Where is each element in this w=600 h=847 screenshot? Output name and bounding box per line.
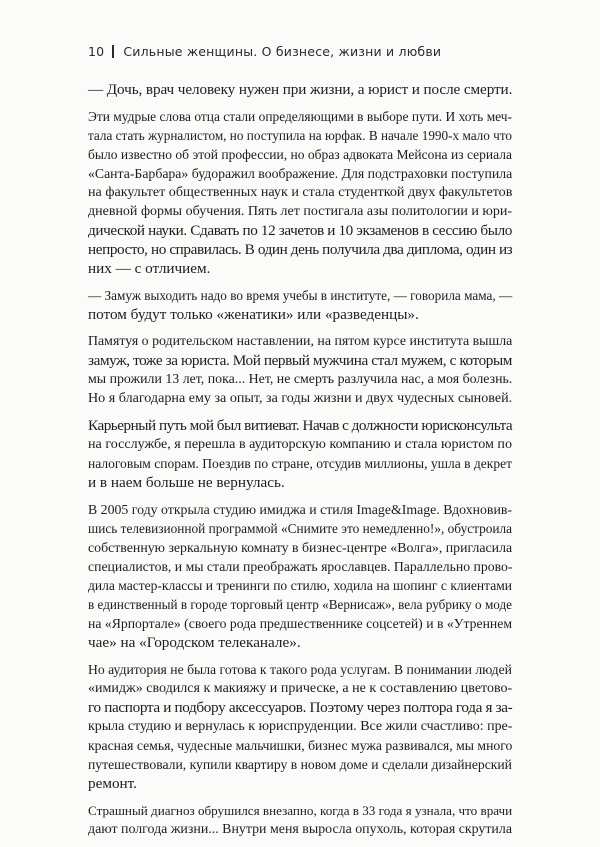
text-line: чае» на «Городском телеканале».: [88, 634, 301, 651]
text-line: налоговым спорам. Поездив по стране, отсудив миллионы, ушла в декрет: [88, 456, 513, 471]
text-line: В 2005 году открыла студию имиджа и стиля Image&Image. Вдохновив-: [88, 502, 512, 517]
text-line: на госслужбе, я перешла в аудиторскую компанию и стала юристом по: [88, 436, 512, 452]
text-line: и в наем больше не вернулась.: [88, 474, 285, 491]
text-line: собственную зеркальную комнату в бизнес-центре «Волга», пригласила: [88, 540, 513, 555]
text-line: замуж, тоже за юриста. Мой первый мужчина стал мужем, с которым: [88, 352, 512, 369]
text-line: Эти мудрые слова отца стали определяющими в выборе пути. И хоть меч-: [88, 109, 512, 124]
text-line: «имидж» сводился к макияжу и прическе, а не к составлению цветово-: [88, 680, 513, 696]
text-line: в единственный в городе торговый центр «Вернисаж», вела рубрику о моде: [88, 597, 512, 612]
text-line: Страшный диагноз обрушился внезапно, когда в 33 года я узнала, что врачи: [88, 803, 513, 818]
text-line: ремонт.: [88, 775, 137, 792]
paragraph: [88, 416, 512, 492]
text-line: дневной формы обучения. Пять лет постигала азы политологии и юри-: [88, 204, 512, 219]
text-line: потом будут только «женатики» или «разведенцы».: [88, 306, 419, 323]
text-line: непросто, но справилась. В один день получила два диплома, один из: [88, 241, 513, 258]
text-line: дают полгода жизни... Внутри меня выросла опухоль, которая скрутила: [88, 822, 512, 837]
running-head: [88, 44, 441, 59]
text-line: Памятуя о родительском наставлении, на пятом курсе института вышла: [88, 334, 513, 349]
body-text: [88, 80, 512, 847]
book-title: Сильные женщины. О бизнесе, жизни и любви: [123, 44, 442, 59]
text-line: на «Ярпортале» (своего рода предшественнике соцсетей) и в «Утреннем: [88, 616, 512, 631]
text-line: крыла студию и вернулась к юриспруденции. Все жили счастливо: пре-: [88, 719, 513, 734]
text-line: на факультет общественных наук и стала студенткой двух факультетов: [88, 184, 513, 200]
text-line: мы прожили 13 лет, пока... Нет, не смерть разлучила нас, а моя болезнь.: [88, 372, 513, 387]
text-line: было известно об этой профессии, но образ адвоката Мейсона из сериала: [88, 147, 512, 162]
text-line: красная семья, чудесные мальчишки, бизнес мужа развивался, мы много: [88, 738, 513, 753]
paragraph: [88, 801, 512, 839]
page-number: 10: [88, 44, 105, 59]
paragraph: [88, 660, 512, 793]
header-separator: [112, 45, 114, 58]
paragraph: [88, 80, 512, 99]
text-line: них — с отличием.: [88, 260, 211, 277]
text-line: Карьерный путь мой был витиеват. Начав с должности юрисконсульта: [88, 417, 513, 434]
text-line: шись телевизионной программой «Снимите это немедленно!», обустроила: [88, 521, 513, 536]
text-line: «Санта-Барбара» будоражил воображение. Для подстраховки поступила: [88, 166, 513, 181]
text-line: тала стать журналистом, но поступила на юрфак. В начале 1990-х мало что: [88, 128, 512, 143]
paragraph: [88, 500, 512, 652]
text-line: специалистов, и мы стали преображать ярославцев. Параллельно прово-: [88, 559, 513, 574]
text-line: путешествовали, купили квартиру в новом доме и сделали дизайнерский: [88, 757, 512, 772]
text-line: — Дочь, врач человеку нужен при жизни, а юрист и после смерти.: [88, 81, 513, 98]
text-line: дила мастер-классы и тренинги по стилю, ходила на шопинг с клиентами: [88, 578, 512, 593]
text-line: го паспорта и подбору аксессуаров. Поэтому через полтора года я за-: [88, 699, 513, 716]
paragraph: [88, 286, 512, 324]
text-line: дической науки. Сдавать по 12 зачетов и 10 экзаменов в сессию было: [88, 222, 512, 239]
paragraph: [88, 332, 512, 408]
text-line: Но я благодарна ему за опыт, за годы жизни и двух чудесных сыновей.: [88, 390, 513, 406]
paragraph: [88, 107, 512, 278]
text-line: — Замуж выходить надо во время учебы в институте, — говорила мама, —: [88, 288, 513, 303]
text-line: Но аудитория не была готова к такого рода услугам. В понимании людей: [88, 662, 512, 677]
